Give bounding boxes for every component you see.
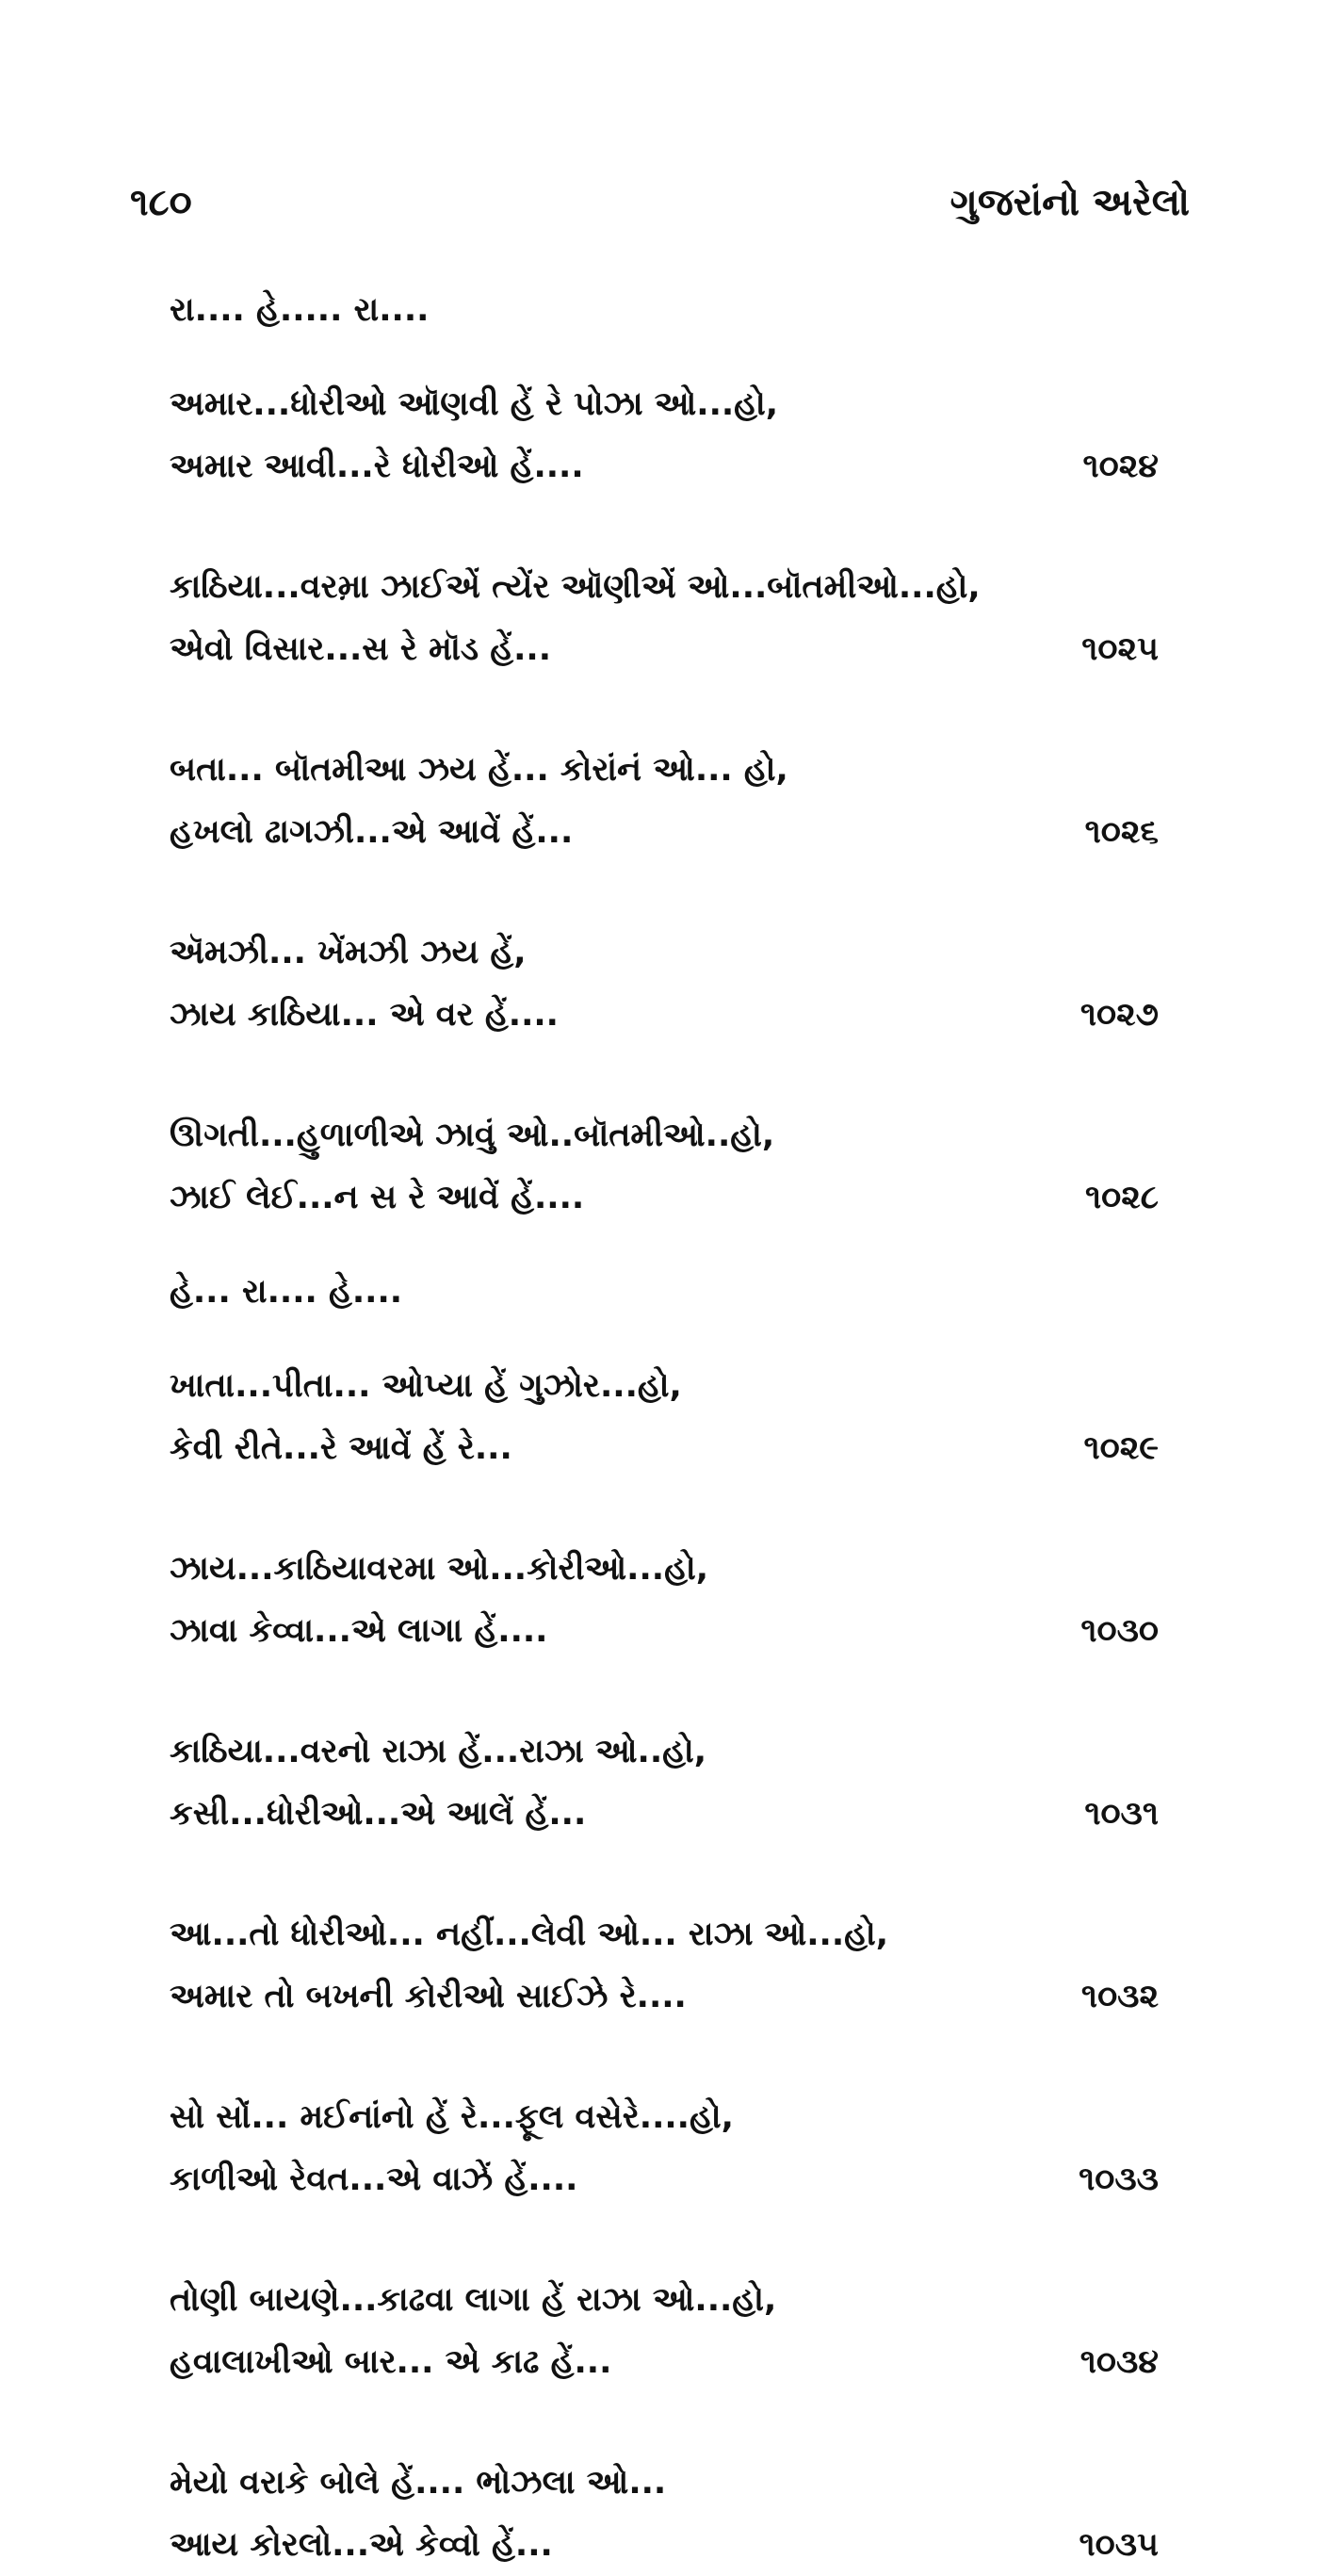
verse-text: કસી...ધોરીઓ...એ આલેં હેં... [170,1795,587,1833]
verse-text: એવો વિસાર...સ રે મૉડ હેં... [170,630,552,668]
verse-number: ૧૦૨૪ [1082,448,1159,485]
verse-text: ઝાય કાઠિયા... એ વર હેં.... [170,996,559,1034]
verse-line [170,2086,1159,2148]
verse-text: તોણી બાયણે...કાઢવા લાગા હેં રાઝા ઓ...હો, [170,2281,777,2319]
verse-line [170,984,1159,1046]
verse-text: હવાલાખીઓ બાર... એ કાઢ હેં... [170,2343,612,2381]
verse-line [170,373,1159,435]
verse-line [170,2514,1159,2576]
refrain-line [170,279,1159,341]
verse-text: મેયો વરાકે બોલે હેં.... ભોઝલા ઓ... [170,2464,667,2502]
verse-line [170,921,1159,984]
verse-number: ૧૦૩૩ [1079,2160,1159,2198]
verse-line [170,1600,1159,1662]
verse-text: અમાર આવી...રે ધોરીઓ હેં.... [170,448,584,485]
verse-line [170,1538,1159,1600]
verse-line [170,2148,1159,2210]
verse-number: ૧૦૩૪ [1079,2343,1159,2381]
poem-body [170,279,1159,2576]
verse-number: ૧૦૨૭ [1079,996,1159,1034]
verse-line [170,1903,1159,1965]
verse-text: આય કોરલો...એ કેવ્વો હેં... [170,2526,553,2564]
verse-number: ૧૦૨૫ [1081,630,1159,668]
verse-line [170,1720,1159,1783]
verse-line [170,2452,1159,2514]
verse-line [170,435,1159,497]
verse-text: બતા... બૉતમીઆ ઝય હેં... કોરાંનં ઓ... હો, [170,751,788,789]
verse-line [170,1355,1159,1417]
verse-number: ૧૦૨૬ [1084,813,1159,851]
verse-text: અમાર...ધોરીઓ ઑણવી હેં રે પોઝા ઓ...હો, [170,385,779,423]
page-number: ૧૮૦ [130,181,192,224]
verse-number: ૧૦૩૦ [1080,1612,1159,1650]
verse-text: ઍમઝી... ખેંમઝી ઝય હેં, [170,934,527,971]
page-header [130,181,1190,237]
refrain-line [170,1261,1159,1323]
running-title: ગુજરાંનો અરેલો [950,181,1190,224]
verse-line [170,2331,1159,2393]
verse-line [170,1417,1159,1479]
verse-line [170,1783,1159,1845]
verse-text: કેવી રીતે...રે આવેં હેં રે... [170,1429,512,1467]
verse-text: ઊગતી...હુળાળીએ ઝાવું ઓ..બૉતમીઓ..હો, [170,1117,775,1154]
verse-text: અમાર તો બખની કોરીઓ સાઈઝે રે.... [170,1978,687,2015]
refrain-text: હે... રા.... હે.... [170,1273,403,1311]
verse-text: કાળીઓ રેવત...એ વાઝેં હેં.... [170,2160,578,2198]
verse-number: ૧૦૩૫ [1079,2526,1159,2564]
verse-number: ૧૦૨૮ [1084,1179,1159,1216]
verse-number: ૧૦૩૨ [1080,1978,1159,2015]
verse-line [170,2269,1159,2331]
verse-line [170,618,1159,680]
verse-line [170,1965,1159,2028]
verse-text: ખાતા...પીતા... ઓપ્યા હેં ગુઝોર...હો, [170,1367,682,1405]
verse-line [170,1166,1159,1229]
verse-line [170,556,1159,618]
verse-number: ૧૦૨૯ [1083,1429,1159,1467]
verse-line [170,801,1159,863]
refrain-text: રા.... હે..... રા.... [170,291,430,329]
verse-number: ૧૦૩૧ [1084,1795,1159,1833]
verse-text: ઝાય...કાઠિયાવરમા ઓ...કોરીઓ...હો, [170,1550,709,1588]
verse-text: સો સોં... મઈનાંનો હેં રે...ફૂલ વસેરે....હો, [170,2098,734,2136]
verse-text: ઝાઈ લેઈ...ન સ રે આવેં હેં.... [170,1179,585,1216]
verse-line [170,1104,1159,1166]
verse-text: ઝાવા કેવ્વા...એ લાગા હેં.... [170,1612,548,1650]
verse-text: કાઠિયા...વરનો રાઝા હેં...રાઝા ઓ..હો, [170,1733,707,1770]
verse-text: આ...તો ધોરીઓ... નહીં...લેવી ઓ... રાઝા ઓ...હો, [170,1916,889,1953]
verse-text: કાઠિયા...વરમા઼ ઝાઈએં ત્યેંર ઑણીએં ઓ...બૉતમીઓ...હો, [170,568,981,606]
verse-line [170,739,1159,801]
verse-text: હખલો ઢાગઝી...એ આવેં હેં... [170,813,574,851]
